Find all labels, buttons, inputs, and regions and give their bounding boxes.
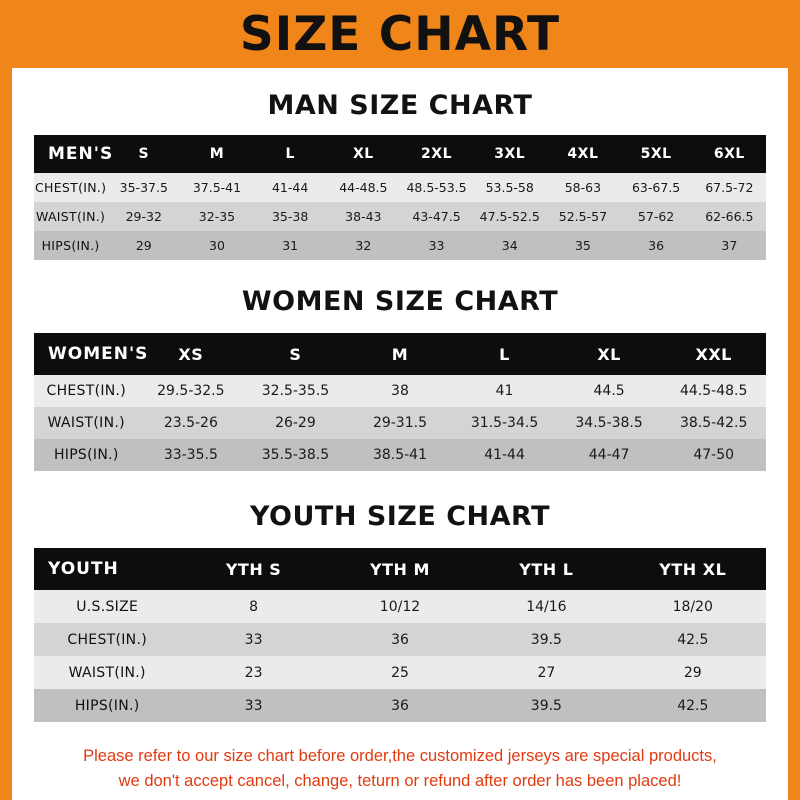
women-table-body	[34, 333, 766, 471]
table-cell: 33-35.5	[163, 447, 218, 463]
column-header: 6XL	[713, 146, 745, 162]
youth-size-table	[34, 548, 766, 722]
table-cell: 35.5-38.5	[261, 447, 330, 463]
youth-table-body	[34, 548, 766, 722]
table-cell: 44-48.5	[339, 180, 388, 195]
column-header: MEN'S	[48, 144, 114, 164]
banner	[12, 0, 788, 68]
table-cell: 62-66.5	[705, 209, 754, 224]
table-cell: 38.5-41	[372, 447, 427, 463]
column-header: L	[285, 146, 295, 162]
notice-text	[34, 744, 766, 794]
table-cell: 37	[721, 238, 738, 253]
table-cell: 31	[282, 238, 299, 253]
column-header: S	[289, 344, 302, 364]
table-cell: 38-43	[345, 209, 382, 224]
women-section-title: WOMEN SIZE CHART	[241, 286, 559, 317]
table-cell: 47.5-52.5	[479, 209, 540, 224]
table-row	[34, 407, 766, 439]
content	[12, 90, 788, 794]
column-header: XXL	[695, 344, 732, 364]
table-cell: 47-50	[693, 447, 735, 463]
column-header: M	[391, 344, 409, 364]
table-cell: 35-38	[271, 209, 309, 224]
table-cell: 41	[495, 383, 514, 399]
man-section-title: MAN SIZE CHART	[267, 90, 533, 121]
table-cell: 38	[391, 383, 409, 399]
column-header: YTH S	[225, 559, 282, 579]
notice-line-2: we don't accept cancel, change, teturn or refund after order has been placed!	[118, 771, 682, 790]
table-row	[34, 173, 766, 202]
column-header: S	[138, 146, 150, 162]
column-header: WOMEN'S	[48, 344, 149, 364]
table-cell: 58-63	[564, 180, 602, 195]
table-cell: 8	[249, 598, 259, 615]
column-header: XS	[178, 344, 204, 364]
table-cell: 34	[501, 238, 518, 253]
row-label: WAIST(IN.)	[35, 209, 106, 224]
table-cell: 42.5	[677, 631, 709, 648]
row-label: HIPS(IN.)	[74, 697, 140, 714]
table-header-row	[34, 333, 766, 375]
table-cell: 29-31.5	[372, 415, 427, 431]
table-cell: 43-47.5	[412, 209, 461, 224]
table-row	[34, 590, 766, 623]
table-cell: 39.5	[530, 631, 562, 648]
column-header: 2XL	[421, 146, 453, 162]
table-cell: 25	[391, 664, 409, 681]
table-cell: 10/12	[379, 598, 421, 615]
column-header: XL	[352, 146, 374, 162]
table-cell: 41-44	[271, 180, 309, 195]
table-cell: 29	[135, 238, 152, 253]
column-header: 4XL	[567, 146, 599, 162]
table-cell: 41-44	[484, 447, 525, 463]
table-cell: 36	[391, 631, 409, 648]
table-cell: 32-35	[198, 209, 236, 224]
table-row	[34, 375, 766, 407]
table-cell: 33	[428, 238, 445, 253]
table-cell: 63-67.5	[631, 180, 681, 195]
table-header-row	[34, 135, 766, 173]
table-cell: 57-62	[637, 209, 675, 224]
table-cell: 48.5-53.5	[406, 180, 467, 195]
table-cell: 18/20	[672, 598, 713, 615]
table-cell: 31.5-34.5	[470, 415, 539, 431]
table-cell: 33	[244, 697, 263, 714]
column-header: L	[499, 344, 510, 364]
man-table-body	[34, 135, 766, 260]
table-row	[34, 439, 766, 471]
table-cell: 27	[537, 664, 556, 681]
table-cell: 29-32	[125, 209, 162, 224]
table-cell: 29.5-32.5	[157, 383, 225, 399]
notice-line-1: Please refer to our size chart before order,the customized jerseys are special products,	[83, 747, 717, 765]
table-cell: 36	[648, 238, 665, 253]
column-header: YTH L	[519, 559, 574, 579]
table-cell: 32.5-35.5	[261, 383, 330, 399]
table-cell: 44.5-48.5	[679, 383, 748, 399]
table-cell: 26-29	[275, 415, 316, 431]
table-row	[34, 231, 766, 260]
table-cell: 29	[683, 664, 702, 681]
table-cell: 23.5-26	[163, 415, 218, 431]
column-header: YTH M	[370, 559, 430, 579]
table-row	[34, 202, 766, 231]
column-header: YOUTH	[48, 559, 119, 579]
table-cell: 53.5-58	[485, 180, 534, 195]
table-row	[34, 656, 766, 689]
row-label: CHEST(IN.)	[67, 631, 147, 648]
table-cell: 39.5	[530, 697, 562, 714]
table-cell: 37.5-41	[192, 180, 242, 195]
column-header: 3XL	[494, 146, 526, 162]
table-cell: 38.5-42.5	[679, 415, 748, 431]
youth-section-title: YOUTH SIZE CHART	[249, 501, 551, 532]
column-header: YTH XL	[659, 559, 727, 579]
table-cell: 42.5	[677, 697, 709, 714]
table-cell: 30	[209, 238, 225, 253]
man-size-table	[34, 135, 766, 260]
table-header-row	[34, 548, 766, 590]
table-cell: 33	[244, 631, 263, 648]
column-header: 5XL	[640, 146, 672, 162]
table-cell: 34.5-38.5	[575, 415, 643, 431]
table-cell: 14/16	[526, 598, 567, 615]
table-cell: 32	[355, 238, 372, 253]
table-row	[34, 689, 766, 722]
table-row	[34, 623, 766, 656]
row-label: HIPS(IN.)	[53, 447, 119, 463]
table-cell: 23	[244, 664, 263, 681]
row-label: CHEST(IN.)	[35, 180, 107, 195]
table-cell: 35	[574, 238, 591, 253]
row-label: U.S.SIZE	[76, 598, 139, 615]
table-cell: 36	[391, 697, 409, 714]
row-label: CHEST(IN.)	[46, 383, 127, 399]
row-label: HIPS(IN.)	[41, 238, 100, 253]
women-size-table	[34, 333, 766, 471]
table-cell: 67.5-72	[705, 180, 754, 195]
row-label: WAIST(IN.)	[68, 664, 146, 681]
column-header: M	[209, 146, 225, 162]
table-cell: 35-37.5	[119, 180, 168, 195]
page-title: SIZE CHART	[239, 6, 561, 62]
row-label: WAIST(IN.)	[47, 415, 125, 431]
table-cell: 52.5-57	[558, 209, 608, 224]
table-cell: 44-47	[588, 447, 630, 463]
column-header: XL	[597, 344, 621, 364]
table-cell: 44.5	[593, 383, 625, 399]
